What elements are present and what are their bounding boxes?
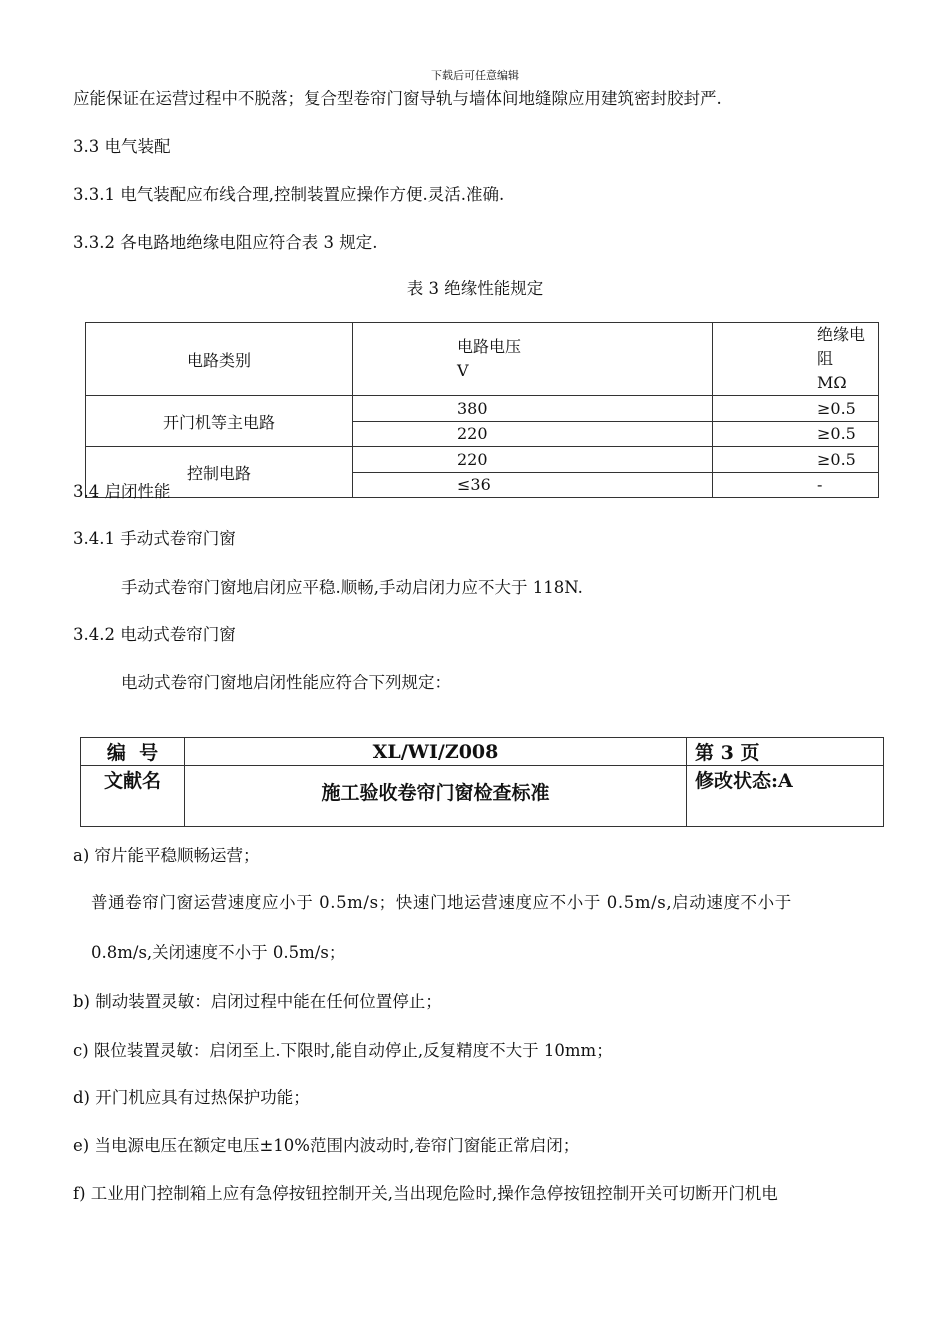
document-info-box (80, 737, 884, 827)
section-heading-3-3: 3.3 电气装配 (73, 137, 171, 156)
header-voltage-label: 电路电压 (457, 337, 522, 356)
clause-3-4-2: 3.4.2 电动式卷帘门窗 (73, 625, 236, 644)
resistance-cell: - (713, 472, 879, 498)
circuit-main: 开门机等主电路 (86, 396, 353, 447)
revision-status: 修改状态:A (687, 766, 884, 827)
code-value: XL/WI/Z008 (185, 738, 687, 766)
header-circuit: 电路类别 (86, 323, 353, 396)
item-a-detail-2: 0.8m/s,关闭速度不小于 0.5m/s； (91, 943, 346, 962)
clause-3-3-1: 3.3.1 电气装配应布线合理,控制装置应操作方便.灵活.准确. (73, 185, 505, 204)
paragraph-line: 应能保证在运营过程中不脱落；复合型卷帘门窗导轨与墙体间地缝隙应用建筑密封胶封严. (73, 89, 722, 108)
table-header-row (86, 323, 879, 396)
resistance-cell: ≥0.5 (713, 421, 879, 447)
item-c: c) 限位装置灵敏：启闭至上.下限时,能自动停止,反复精度不大于 10mm； (73, 1041, 613, 1060)
clause-3-4-1: 3.4.1 手动式卷帘门窗 (73, 529, 236, 548)
header-note: 下载后可任意编辑 (431, 69, 519, 82)
resistance-cell: ≥0.5 (713, 396, 879, 422)
header-voltage-unit: V (457, 361, 469, 380)
table-row (86, 396, 879, 422)
circuit-control: 控制电路 (86, 447, 353, 498)
item-a: a) 帘片能平稳顺畅运营； (73, 846, 260, 865)
item-d: d) 开门机应具有过热保护功能； (73, 1088, 310, 1107)
page-number: 第 3 页 (687, 738, 884, 766)
section-heading-3-4: 3.4 启闭性能 (73, 482, 171, 501)
insulation-table (85, 322, 879, 498)
voltage-cell: ≤36 (353, 472, 713, 498)
code-label: 编 号 (81, 738, 185, 766)
header-resistance-label: 绝缘电阻 (817, 325, 866, 368)
table-caption: 表 3 绝缘性能规定 (406, 279, 544, 298)
voltage-cell: 220 (353, 447, 713, 473)
doc-row-name (81, 766, 884, 827)
clause-3-3-2: 3.3.2 各电路地绝缘电阻应符合表 3 规定. (73, 233, 378, 252)
header-resistance-unit: MΩ (817, 373, 847, 392)
header-resistance (713, 323, 879, 396)
voltage-cell: 220 (353, 421, 713, 447)
item-e: e) 当电源电压在额定电压±10%范围内波动时,卷帘门窗能正常启闭； (73, 1136, 580, 1155)
item-f: f) 工业用门控制箱上应有急停按钮控制开关,当出现危险时,操作急停按钮控制开关可切断开门机电 (73, 1184, 778, 1203)
item-b: b) 制动装置灵敏：启闭过程中能在任何位置停止； (73, 992, 442, 1011)
clause-3-4-1-text: 手动式卷帘门窗地启闭应平稳.顺畅,手动启闭力应不大于 118N. (121, 578, 583, 597)
name-label: 文献名 (81, 766, 185, 827)
voltage-cell: 380 (353, 396, 713, 422)
clause-3-4-2-text: 电动式卷帘门窗地启闭性能应符合下列规定： (121, 673, 451, 692)
table-row (86, 447, 879, 473)
item-a-detail-1: 普通卷帘门窗运营速度应小于 0.5m/s；快速门地运营速度应不小于 0.5m/s,启动速度不小于 (91, 893, 792, 912)
resistance-cell: ≥0.5 (713, 447, 879, 473)
header-voltage (353, 323, 713, 396)
document-title: 施工验收卷帘门窗检查标准 (185, 766, 687, 827)
doc-row-code (81, 738, 884, 766)
